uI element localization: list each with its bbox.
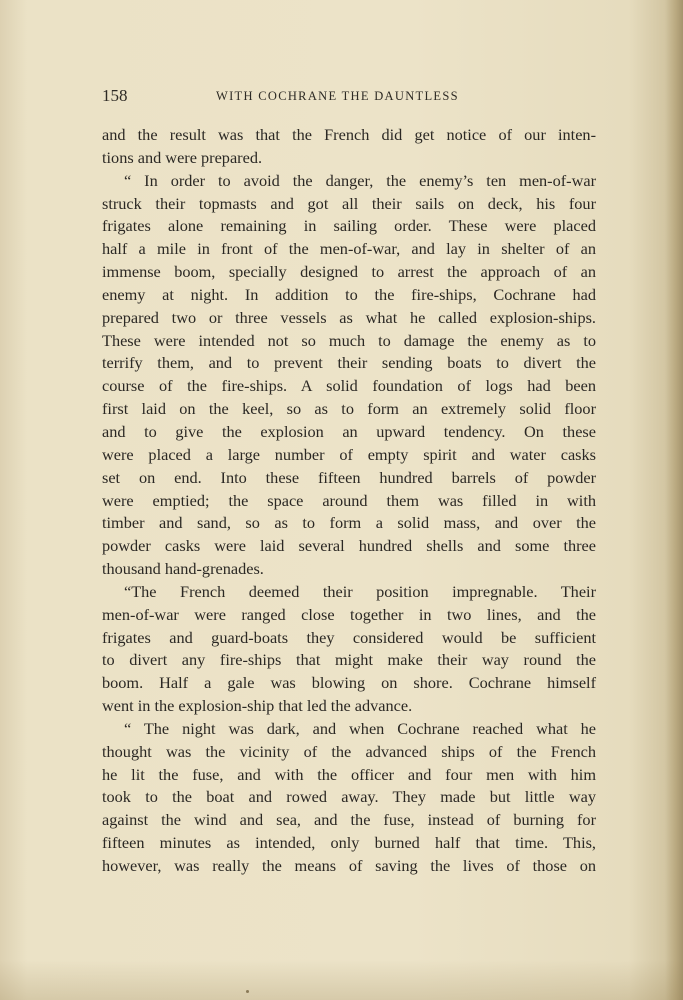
text-line: to divert any fire-ships that might make their way round the (102, 650, 596, 670)
text-line: immense boom, specially designed to arrest the approach of an (102, 262, 596, 282)
page-number: 158 (102, 86, 128, 105)
text-line: and the result was that the French did get notice of our inten- (102, 125, 596, 144)
text-line: timber and sand, so as to form a solid mass, and over the (102, 513, 596, 533)
text-line: thousand hand-grenades. (102, 559, 264, 579)
text-line: “ The night was dark, and when Cochrane reached what he (124, 718, 596, 738)
text-line: frigates alone remaining in sailing order. These were placed (102, 216, 596, 236)
text-line: fifteen minutes as intended, only burned half that time. This, (102, 833, 596, 853)
text-line: set on end. Into these fifteen hundred barrels of powder (102, 467, 596, 487)
page-bottom-shadow (0, 960, 683, 1000)
text-line: however, was really the means of saving the lives of those on (102, 856, 596, 875)
text-line: were placed a large number of empty spirit and water casks (102, 444, 596, 464)
text-line: first laid on the keel, so as to form an extremely solid floor (102, 399, 596, 419)
text-line: half a mile in front of the men-of-war, and lay in shelter of an (102, 239, 596, 259)
text-line: prepared two or three vessels as what he called explosion-ships. (102, 307, 596, 327)
text-line: against the wind and sea, and the fuse, instead of burning for (102, 810, 596, 830)
text-line: and to give the explosion an upward tendency. On these (102, 421, 596, 441)
text-line: men-of-war were ranged close together in two lines, and the (102, 604, 596, 624)
text-line: frigates and guard-boats they considered would be sufficient (102, 627, 596, 647)
text-line: struck their topmasts and got all their sails on deck, his four (102, 193, 596, 213)
text-line: powder casks were laid several hundred shells and some three (102, 536, 596, 556)
body-text (102, 124, 596, 878)
text-line: terrify them, and to prevent their sending boats to divert the (102, 353, 596, 373)
text-line: tions and were prepared. (102, 147, 263, 167)
text-line: “The French deemed their position impregnable. Their (124, 581, 596, 601)
running-title: WITH COCHRANE THE DAUNTLESS (216, 89, 459, 103)
page-edge-shadow (665, 0, 683, 1000)
text-line: boom. Half a gale was blowing on shore. Cochrane himself (102, 673, 596, 693)
text-line: “ In order to avoid the danger, the enemy’s ten men-of-war (124, 170, 596, 190)
text-line: enemy at night. In addition to the fire-ships, Cochrane had (102, 284, 596, 304)
text-line: course of the fire-ships. A solid foundation of logs had been (102, 376, 596, 396)
text-line: were emptied; the space around them was filled in with (102, 490, 596, 510)
text-line: he lit the fuse, and with the officer and four men with him (102, 764, 596, 784)
paper-speck (246, 990, 249, 993)
text-line: These were intended not so much to damage the enemy as to (102, 330, 596, 350)
text-line: thought was the vicinity of the advanced ships of the French (102, 741, 596, 761)
text-line: took to the boat and rowed away. They made but little way (102, 787, 596, 807)
text-line: went in the explosion-ship that led the advance. (102, 696, 413, 716)
running-head (102, 86, 596, 108)
